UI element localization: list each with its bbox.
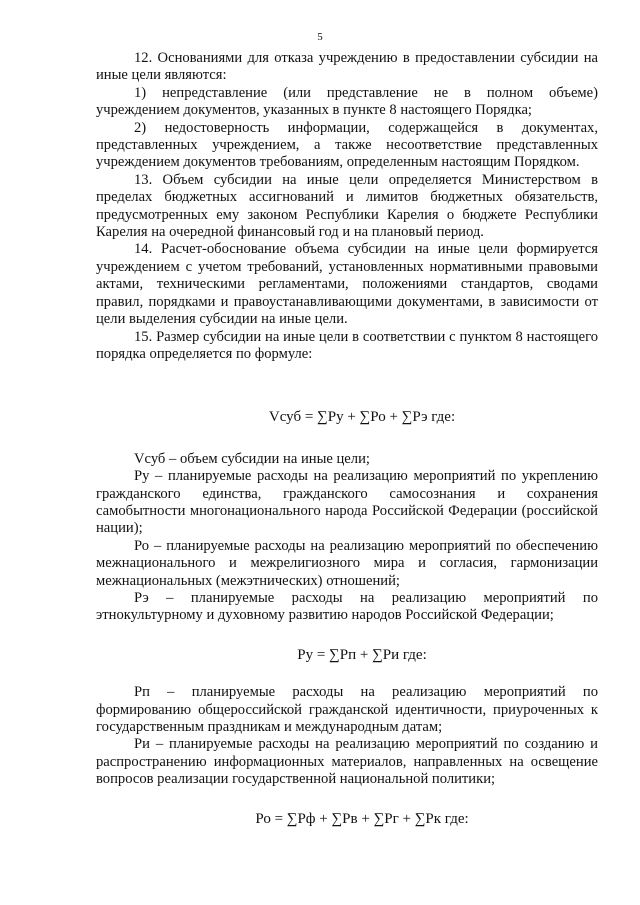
paragraph-12-item-1: 1) непредставление (или представление не в полном объеме) учреждением документов, указанных в пункте 8 настоящего Порядка; (96, 84, 598, 119)
paragraph-13: 13. Объем субсидии на иные цели определяется Министерством в пределах бюджетных ассигнований и лимитов бюджетных обязательств, предусмотренных ему законом Республики Карелия о бюджете Республики Карелия на очередной финансовый год и на плановый период. (96, 171, 598, 241)
formula-subsidy-total: Vсуб = ∑Ру + ∑Ро + ∑Рэ где: (268, 409, 456, 426)
definition-ru: Ру – планируемые расходы на реализацию мероприятий по укреплению гражданского единства, гражданского самосознания и сохранения самобытности многонационального народа Российской Федерации (российской нации); (96, 468, 598, 537)
paragraph-15: 15. Размер субсидии на иные цели в соответствии с пунктом 8 настоящего порядка определяется по формуле: (96, 328, 598, 362)
paragraph-12: 12. Основаниями для отказа учреждению в предоставлении субсидии на иные цели являются: (96, 50, 598, 84)
definition-vsub: Vсуб – объем субсидии на иные цели; (134, 450, 370, 467)
formula-ro: Ро = ∑Рф + ∑Рв + ∑Рг + ∑Рк где: (255, 810, 469, 827)
page-number: 5 (317, 31, 323, 43)
definition-rp: Рп – планируемые расходы на реализацию мероприятий по формированию общероссийской гражданской идентичности, приуроченных к государственным праздникам и международным датам; (96, 684, 598, 735)
formula-ru: Ру = ∑Рп + ∑Ри где: (297, 646, 427, 663)
document-body (96, 50, 598, 828)
definition-re: Рэ – планируемые расходы на реализацию мероприятий по этнокультурному и духовному развитию народов Российской Федерации; (96, 589, 598, 624)
paragraph-12-item-2: 2) недостоверность информации, содержащейся в документах, представленных учреждением, а также несоответствие представленных учреждением документов требованиям, определенным настоящим Порядком. (96, 119, 598, 171)
paragraph-14: 14. Расчет-обоснование объема субсидии на иные цели формируется учреждением с учетом требований, установленных нормативными правовыми актами, техническими регламентами, положениями стандартов, сводами правил, порядками и правоустанавливающими документами, в зависимости от цели выделения субсидии на иные цели. (96, 241, 598, 328)
definition-ri: Ри – планируемые расходы на реализацию мероприятий по созданию и распространению информационных материалов, направленных на освещение вопросов реализации государственной национальной политики; (96, 736, 598, 788)
definition-ro: Ро – планируемые расходы на реализацию мероприятий по обеспечению межнационального и межрелигиозного мира и согласия, гармонизации межнациональных (межэтнических) отношений; (96, 537, 598, 589)
